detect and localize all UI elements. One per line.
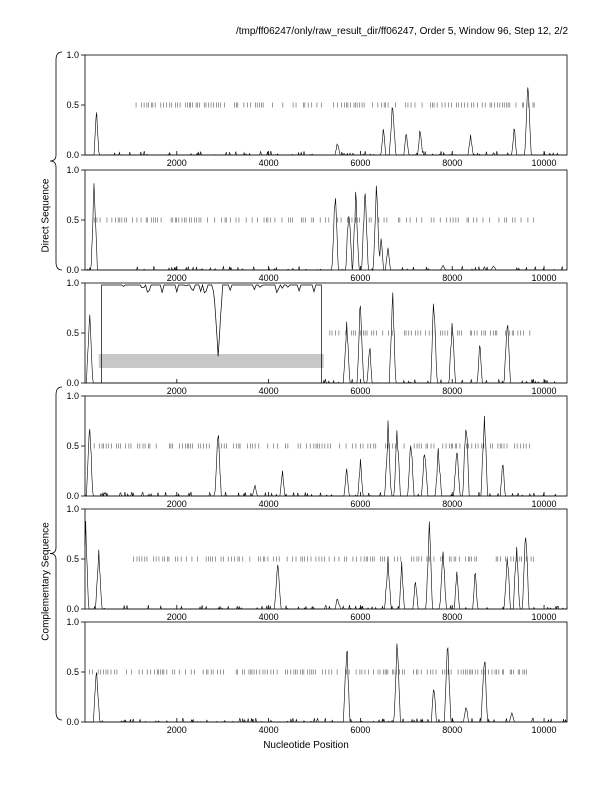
x-tick-label: 6000 bbox=[350, 499, 371, 509]
signal-trace-4 bbox=[85, 416, 567, 496]
plateau-trace bbox=[102, 285, 322, 383]
y-label-direct: Direct Sequence bbox=[40, 178, 52, 253]
x-tick-label: 4000 bbox=[258, 499, 279, 509]
x-tick-label: 8000 bbox=[442, 158, 463, 168]
figure-title: /tmp/ff06247/only/raw_result_dir/ff06247, Order 5, Window 96, Step 12, 2/2 bbox=[235, 26, 568, 37]
y-tick-label: 1.0 bbox=[66, 504, 79, 514]
x-tick-label: 6000 bbox=[350, 725, 371, 735]
y-tick-label: 0.5 bbox=[66, 554, 79, 564]
y-tick-label: 0.0 bbox=[66, 150, 79, 160]
x-tick-label: 8000 bbox=[442, 612, 463, 622]
y-tick-label: 1.0 bbox=[66, 391, 79, 401]
x-tick-label: 4000 bbox=[258, 386, 279, 396]
x-tick-label: 4000 bbox=[258, 158, 279, 168]
signal-trace-6 bbox=[85, 644, 567, 723]
group-brace-1 bbox=[50, 52, 62, 270]
shaded-region bbox=[99, 354, 324, 368]
x-tick-label: 6000 bbox=[350, 386, 371, 396]
y-tick-label: 0.5 bbox=[66, 100, 79, 110]
x-tick-label: 2000 bbox=[166, 273, 187, 283]
x-tick-label: 8000 bbox=[442, 499, 463, 509]
y-tick-label: 1.0 bbox=[66, 165, 79, 175]
x-axis-label: Nucleotide Position bbox=[263, 740, 349, 751]
y-tick-label: 1.0 bbox=[66, 278, 79, 288]
signal-trace-5 bbox=[85, 521, 567, 609]
x-tick-label: 10000 bbox=[531, 386, 557, 396]
y-tick-label: 0.5 bbox=[66, 328, 79, 338]
y-tick-label: 0.5 bbox=[66, 667, 79, 677]
x-tick-label: 8000 bbox=[442, 725, 463, 735]
x-tick-label: 8000 bbox=[442, 386, 463, 396]
x-tick-label: 2000 bbox=[166, 386, 187, 396]
x-tick-label: 4000 bbox=[258, 273, 279, 283]
y-tick-label: 1.0 bbox=[66, 617, 79, 627]
x-tick-label: 2000 bbox=[166, 725, 187, 735]
y-tick-label: 0.5 bbox=[66, 441, 79, 451]
x-tick-label: 10000 bbox=[531, 612, 557, 622]
x-tick-label: 8000 bbox=[442, 273, 463, 283]
x-tick-label: 6000 bbox=[350, 158, 371, 168]
group-brace-2 bbox=[50, 387, 62, 720]
x-tick-label: 10000 bbox=[531, 499, 557, 509]
x-tick-label: 2000 bbox=[166, 158, 187, 168]
y-tick-label: 0.0 bbox=[66, 378, 79, 388]
panel-frame-4 bbox=[85, 396, 567, 496]
y-tick-label: 0.5 bbox=[66, 215, 79, 225]
panel-frame-5 bbox=[85, 509, 567, 609]
x-tick-label: 2000 bbox=[166, 612, 187, 622]
signal-trace-3 bbox=[85, 293, 567, 384]
y-tick-label: 1.0 bbox=[66, 50, 79, 60]
y-tick-label: 0.0 bbox=[66, 265, 79, 275]
x-tick-label: 10000 bbox=[531, 273, 557, 283]
x-tick-label: 10000 bbox=[531, 725, 557, 735]
y-tick-label: 0.0 bbox=[66, 717, 79, 727]
x-tick-label: 6000 bbox=[350, 273, 371, 283]
y-tick-label: 0.0 bbox=[66, 491, 79, 501]
y-tick-label: 0.0 bbox=[66, 604, 79, 614]
panel-frame-2 bbox=[85, 170, 567, 270]
signal-trace-1 bbox=[85, 87, 567, 155]
x-tick-label: 4000 bbox=[258, 612, 279, 622]
x-tick-label: 2000 bbox=[166, 499, 187, 509]
x-tick-label: 6000 bbox=[350, 612, 371, 622]
x-tick-label: 10000 bbox=[531, 158, 557, 168]
y-label-complementary: Complementary Sequence bbox=[40, 522, 52, 641]
signal-trace-2 bbox=[85, 183, 567, 270]
x-tick-label: 4000 bbox=[258, 725, 279, 735]
